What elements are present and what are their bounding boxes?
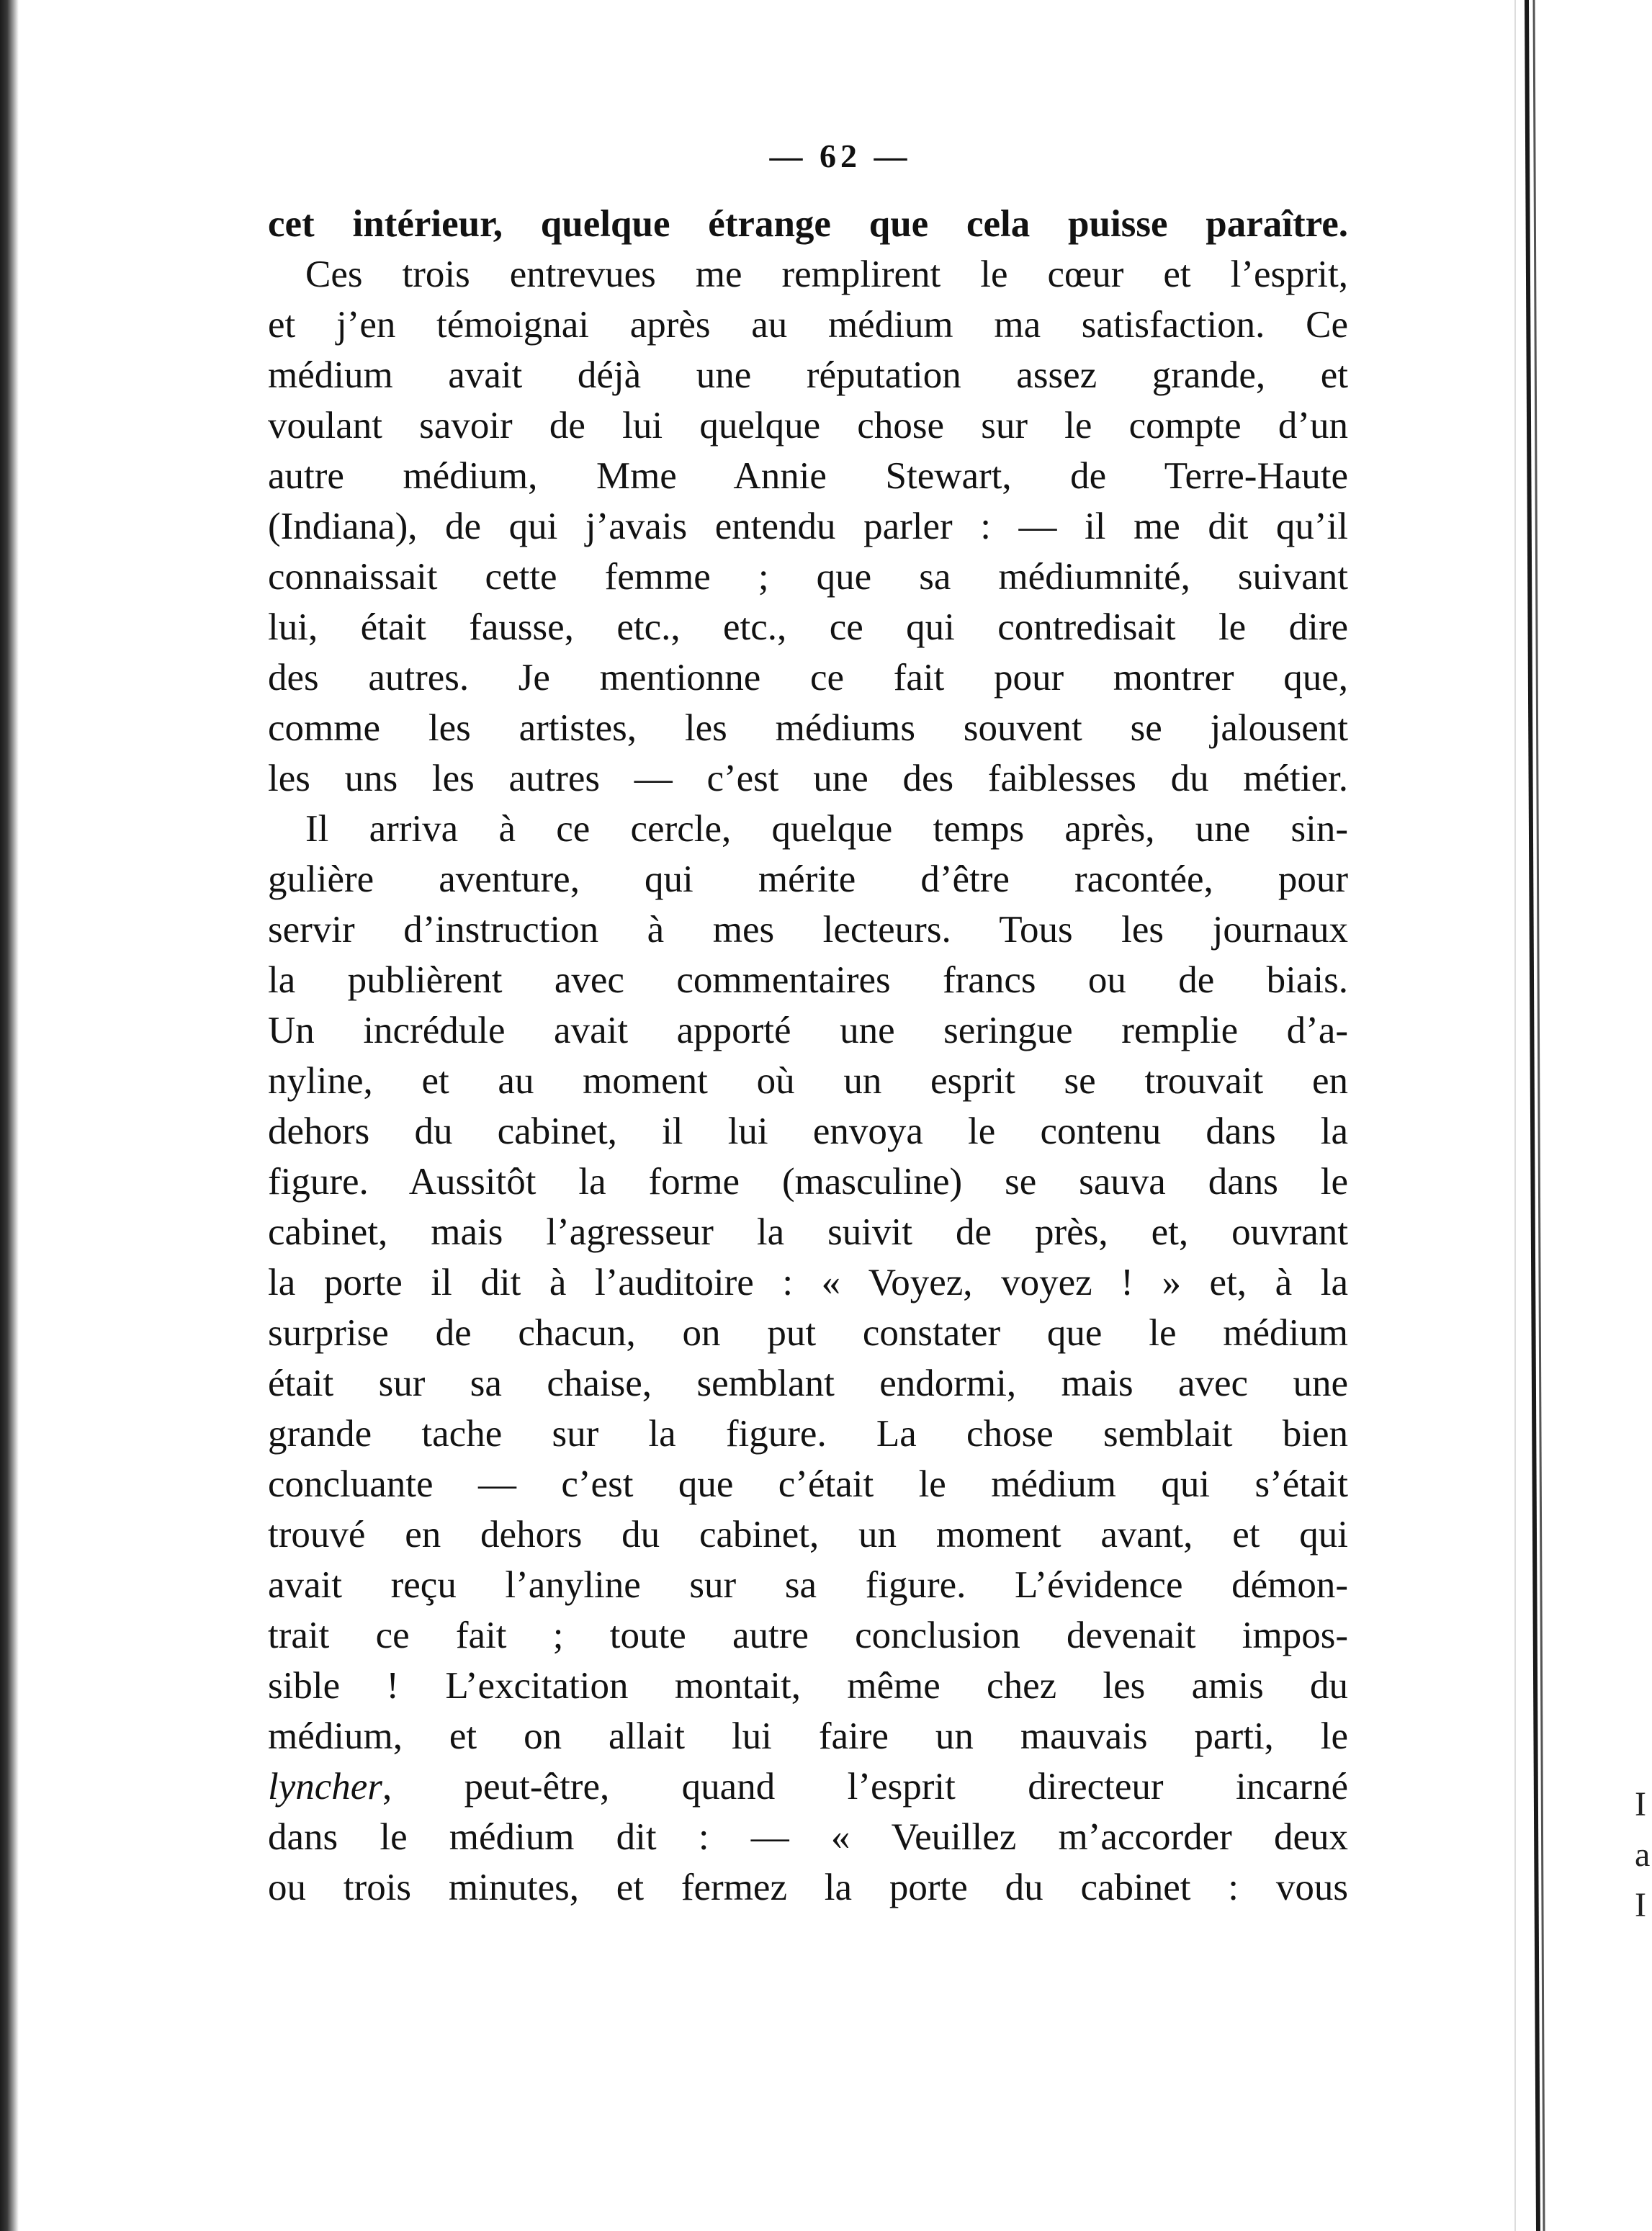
text-line: cet intérieur, quelque étrange que cela puisse paraître.: [268, 203, 1348, 245]
facing-page-letter: I: [1635, 1785, 1646, 1823]
page-number: [0, 137, 1652, 175]
text-line: dans le médium dit : — « Veuillez m’accorder deux: [268, 1816, 1348, 1858]
text-line: cabinet, mais l’agresseur la suivit de près, et, ouvrant: [268, 1211, 1348, 1253]
text-line: comme les artistes, les médiums souvent se jalousent: [268, 707, 1348, 749]
text-line-italic: [268, 1761, 1348, 1812]
text-line: autre médium, Mme Annie Stewart, de Terre-Haute: [268, 455, 1348, 497]
body-text: [268, 199, 1348, 1913]
text-line: Un incrédule avait apporté une seringue remplie d’a-: [268, 1010, 1348, 1051]
text-line: sible ! L’excitation montait, même chez les amis du: [268, 1665, 1348, 1707]
text-line: Il arriva à ce cercle, quelque temps après, une sin-: [305, 808, 1348, 850]
text-line: médium, et on allait lui faire un mauvais parti, le: [268, 1715, 1348, 1757]
text-line: Ces trois entrevues me remplirent le cœur et l’esprit,: [305, 253, 1348, 295]
text-line: la publièrent avec commentaires francs ou de biais.: [268, 959, 1348, 1001]
text-line: ou trois minutes, et fermez la porte du cabinet : vous: [268, 1867, 1348, 1908]
text-line: médium avait déjà une réputation assez grande, et: [268, 354, 1348, 396]
text-line: figure. Aussitôt la forme (masculine) se sauva dans le: [268, 1161, 1348, 1203]
text-line: trait ce fait ; toute autre conclusion devenait impos-: [268, 1615, 1348, 1656]
italic-word: lyncher: [268, 1766, 382, 1808]
text-line: concluante — c’est que c’était le médium qui s’était: [268, 1463, 1348, 1505]
text-line: était sur sa chaise, semblant endormi, mais avec une: [268, 1363, 1348, 1404]
facing-page-letter: I: [1635, 1886, 1646, 1924]
text-line: gulière aventure, qui mérite d’être racontée, pour: [268, 858, 1348, 900]
text-line: des autres. Je mentionne ce fait pour montrer que,: [268, 657, 1348, 699]
text-line: grande tache sur la figure. La chose semblait bien: [268, 1413, 1348, 1455]
text-line: lui, était fausse, etc., etc., ce qui contredisait le dire: [268, 606, 1348, 648]
facing-page-letter: a: [1635, 1836, 1651, 1874]
page-number-text: — 62 —: [769, 138, 912, 174]
text-line: trouvé en dehors du cabinet, un moment avant, et qui: [268, 1514, 1348, 1556]
text-line: voulant savoir de lui quelque chose sur le compte d’un: [268, 405, 1348, 446]
fold-line-graphic: [1512, 0, 1570, 2231]
text-line: servir d’instruction à mes lecteurs. Tous les journaux: [268, 909, 1348, 951]
text-line: (Indiana), de qui j’avais entendu parler : — il me dit qu’il: [268, 506, 1348, 547]
scan-left-border: [0, 0, 19, 2231]
text-line: et j’en témoignai après au médium ma satisfaction. Ce: [268, 304, 1348, 346]
text-line: nyline, et au moment où un esprit se trouvait en: [268, 1060, 1348, 1102]
text-line: dehors du cabinet, il lui envoya le contenu dans la: [268, 1110, 1348, 1152]
text-line: connaissait cette femme ; que sa médiumnité, suivant: [268, 556, 1348, 598]
text-line-rest: , peut-être, quand l’esprit directeur incarné: [382, 1766, 1348, 1808]
text-line: les uns les autres — c’est une des faiblesses du métier.: [268, 758, 1348, 799]
text-line: avait reçu l’anyline sur sa figure. L’évidence démon-: [268, 1564, 1348, 1606]
page-fold-shadow: [1512, 0, 1570, 2231]
text-line: la porte il dit à l’auditoire : « Voyez, voyez ! » et, à la: [268, 1262, 1348, 1303]
text-line: surprise de chacun, on put constater que le médium: [268, 1312, 1348, 1354]
